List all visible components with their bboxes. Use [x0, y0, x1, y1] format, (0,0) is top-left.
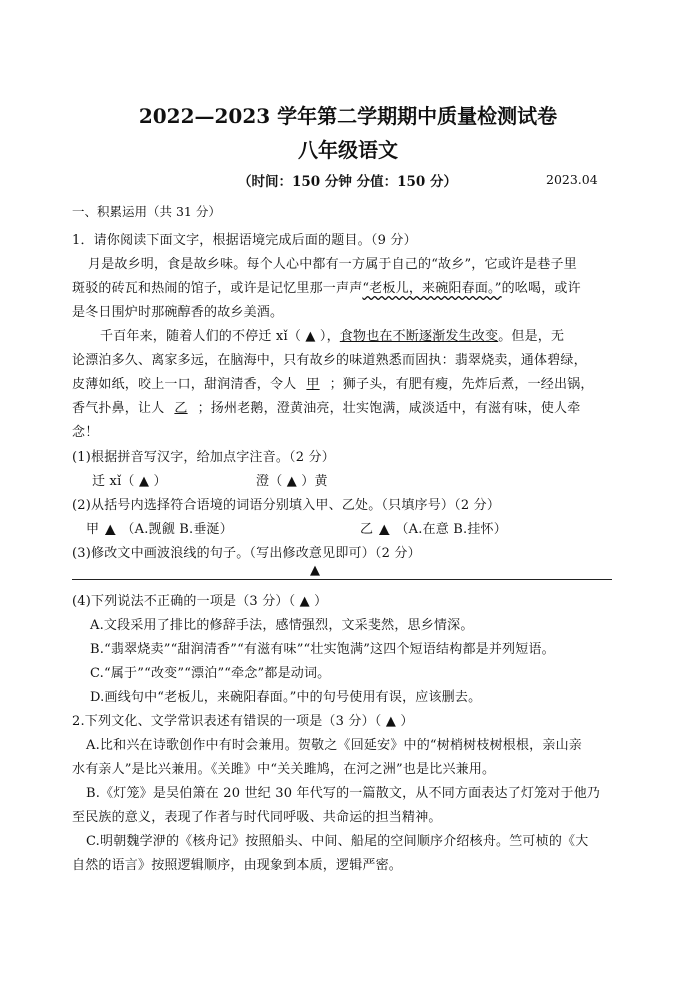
option-2b-line-2: 至民族的意义，表现了作者与时代同呼吸、共命运的担当精神。	[72, 810, 442, 825]
option-2c-line-2: 自然的语言》按照逻辑顺序，由现象到本质，逻辑严密。	[72, 858, 403, 873]
question-2-prompt: 2.下列文化、文学常识表述有错误的一项是（3 分）（ ▲ ）	[72, 714, 414, 729]
passage-line-1: 月是故乡明，食是故乡味。每个人心中都有一方属于自己的“故乡”，它或许是巷子里	[88, 257, 577, 272]
blank-jia[interactable]: 甲	[306, 377, 320, 392]
underlined-sentence: 食物也在不断逐渐发生改变	[339, 329, 499, 344]
exam-title: 2022—2023 学年第二学期期中质量检测试卷	[138, 104, 558, 128]
answer-triangle: ▲	[310, 563, 321, 578]
passage-line-3: 是冬日围炉时那碗醇香的故乡美酒。	[72, 305, 284, 320]
option-4b: B.“翡翠烧卖”“甜润清香”“有滋有味”“壮实饱满”这四个短语结构都是并列短语。	[90, 642, 555, 657]
subquestion-2-jia[interactable]: 甲 ▲ （A.觊觎 B.垂涎）	[86, 522, 233, 537]
exam-time-info: （时间：150 分钟 分值：150 分）	[238, 174, 457, 190]
subquestion-2-yi[interactable]: 乙 ▲ （A.在意 B.挂怀）	[360, 522, 507, 537]
subquestion-1: (1)根据拼音写汉字，给加点字注音。（2 分）	[72, 450, 335, 465]
exam-date: 2023.04	[546, 172, 598, 187]
option-2a-line-1: A.比和兴在诗歌创作中有时会兼用。贺敬之《回延安》中的“树梢树枝树根根，亲山亲	[86, 738, 582, 753]
option-2b-line-1: B.《灯笼》是吴伯箫在 20 世纪 30 年代写的一篇散文，从不同方面表达了灯笼对于他乃	[86, 786, 601, 801]
option-4d: D.画线句中“老板儿，来碗阳春面。”中的句号使用有误，应该删去。	[90, 690, 482, 705]
subquestion-3: (3)修改文中画波浪线的句子。（写出修改意见即可）（2 分）	[72, 546, 421, 561]
passage-line-5: 论漂泊多久、离家多远，在脑海中，只有故乡的味道熟悉而固执：翡翠烧卖，通体碧绿，	[72, 353, 587, 368]
subquestion-2: (2)从括号内选择符合语境的词语分别填入甲、乙处。（只填序号）（2 分）	[72, 498, 501, 513]
option-4c: C.“属于”“改变”“漂泊”“牵念”都是动词。	[90, 666, 331, 681]
wavy-sentence: “老板儿，来碗阳春面。”	[362, 281, 502, 296]
question-1-prompt: 1．请你阅读下面文字，根据语境完成后面的题目。（9 分）	[72, 233, 417, 248]
subquestion-1-a[interactable]: 迁 xǐ（ ▲ ）	[92, 474, 167, 489]
option-4a: A.文段采用了排比的修辞手法，感情强烈，文采斐然，思乡情深。	[90, 618, 474, 633]
passage-line-6: 皮薄如纸，咬上一口，甜润清香，令人 甲 ；狮子头，有肥有瘦，先炸后煮，一经出锅，	[72, 377, 594, 392]
passage-line-8: 念！	[72, 425, 99, 440]
passage-line-4: 千百年来，随着人们的不停迁 xǐ（ ▲ ），食物也在不断逐渐发生改变。但是，无	[100, 329, 565, 344]
passage-line-2: 斑驳的砖瓦和热闹的馆子，或许是记忆里那一声声“老板儿，来碗阳春面。”的吆喝，或许	[72, 281, 581, 296]
passage-line-7: 香气扑鼻，让人 乙 ；扬州老鹅，澄黄油亮，壮实饱满，咸淡适中，有滋有味，使人牵	[72, 401, 581, 416]
section-heading: 一、积累运用（共 31 分）	[72, 204, 221, 219]
answer-line[interactable]	[72, 579, 612, 580]
exam-subtitle: 八年级语文	[298, 138, 398, 162]
option-2a-line-2: 水有亲人”是比兴兼用。《关雎》中“关关雎鸠，在河之洲”也是比兴兼用。	[72, 762, 496, 777]
option-2c-line-1: C.明朝魏学洢的《核舟记》按照船头、中间、船尾的空间顺序介绍核舟。竺可桢的《大	[86, 834, 589, 849]
subquestion-1-b[interactable]: 澄（ ▲ ）黄	[256, 474, 328, 489]
subquestion-4: (4)下列说法不正确的一项是（3 分）（ ▲ ）	[72, 594, 328, 609]
blank-yi[interactable]: 乙	[174, 401, 188, 416]
